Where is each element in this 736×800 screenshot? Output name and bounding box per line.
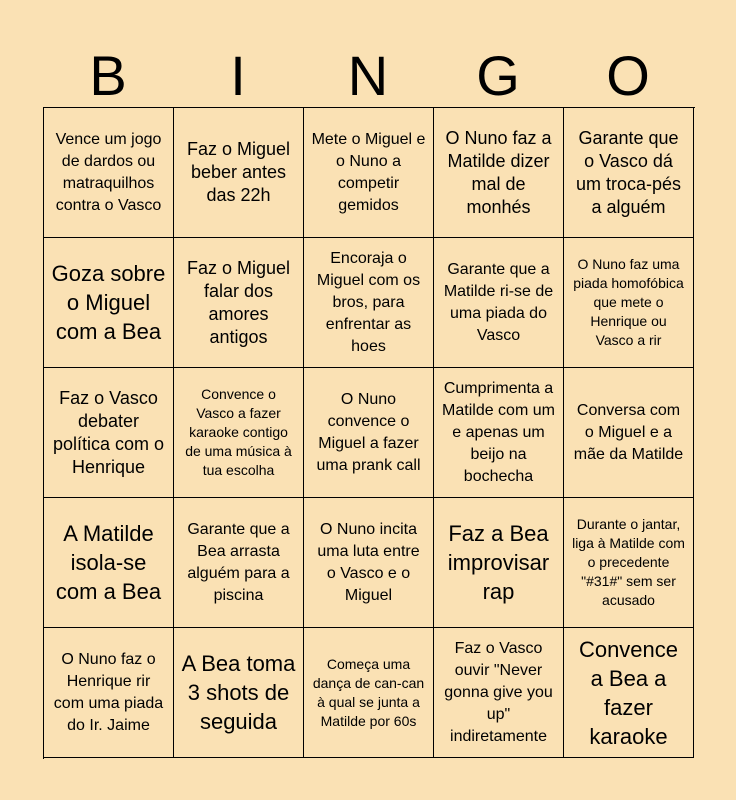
bingo-cell[interactable]: [434, 628, 564, 758]
bingo-cell[interactable]: [304, 238, 434, 368]
bingo-cell[interactable]: [174, 498, 304, 628]
bingo-cell[interactable]: [44, 368, 174, 498]
cell-text: O Nuno convence o Miguel a fazer uma prank call: [316, 390, 421, 474]
bingo-cell[interactable]: [434, 498, 564, 628]
bingo-cell[interactable]: [434, 368, 564, 498]
cell-text: Garante que o Vasco dá um troca-pés a alguém: [575, 127, 682, 217]
bingo-cell[interactable]: [44, 108, 174, 238]
cell-text: A Bea toma 3 shots de seguida: [181, 651, 296, 734]
cell-text: Faz o Miguel beber antes das 22h: [186, 139, 291, 205]
cell-text: O Nuno faz o Henrique rir com uma piada do Ir. Jaime: [53, 650, 164, 734]
bingo-cell[interactable]: [434, 108, 564, 238]
cell-text: Faz o Vasco ouvir "Never gonna give you up" indiretamente: [444, 639, 553, 745]
cell-text: Conversa com o Miguel e a mãe da Matilde: [573, 401, 684, 463]
cell-text: O Nuno incita uma luta entre o Vasco e o Miguel: [317, 520, 420, 604]
bingo-cell[interactable]: [174, 368, 304, 498]
header-letter-g: G: [476, 44, 520, 107]
cell-text: Encoraja o Miguel com os bros, para enfrentar as hoes: [316, 249, 421, 355]
cell-text: Faz o Vasco debater política com o Henrique: [52, 387, 165, 477]
cell-text: Faz o Miguel falar dos amores antigos: [186, 257, 291, 347]
bingo-cell[interactable]: [434, 238, 564, 368]
cell-text: Convence o Vasco a fazer karaoke contigo de uma música à tua escolha: [185, 386, 292, 478]
header-letter-o: O: [606, 44, 650, 107]
bingo-cell[interactable]: [44, 238, 174, 368]
bingo-cell[interactable]: [44, 628, 174, 758]
cell-text: Durante o jantar, liga à Matilde com o precedente "#31#" sem ser acusado: [572, 516, 685, 608]
cell-text: Começa uma dança de can-can à qual se junta a Matilde por 60s: [312, 655, 425, 729]
bingo-cell[interactable]: [564, 628, 694, 758]
cell-text: Garante que a Bea arrasta alguém para a piscina: [187, 520, 290, 604]
bingo-cell[interactable]: [44, 498, 174, 628]
cell-text: Goza sobre o Miguel com a Bea: [51, 261, 166, 344]
cell-text: Garante que a Matilde ri-se de uma piada do Vasco: [443, 260, 554, 344]
cell-text: O Nuno faz uma piada homofóbica que mete o Henrique ou Vasco a rir: [573, 256, 684, 348]
cell-text: A Matilde isola-se com a Bea: [55, 521, 162, 604]
cell-text: Convence a Bea a fazer karaoke: [578, 636, 679, 749]
cell-text: Vence um jogo de dardos ou matraquilhos contra o Vasco: [55, 130, 162, 214]
header-letter-n: N: [347, 44, 389, 107]
bingo-cell[interactable]: [304, 368, 434, 498]
bingo-header: [43, 44, 693, 108]
bingo-cell[interactable]: [304, 498, 434, 628]
bingo-cell[interactable]: [174, 628, 304, 758]
bingo-cell[interactable]: [304, 108, 434, 238]
cell-text: O Nuno faz a Matilde dizer mal de monhés: [445, 127, 552, 217]
bingo-cell[interactable]: [564, 108, 694, 238]
cell-text: Cumprimenta a Matilde com um e apenas um beijo na bochecha: [442, 379, 555, 485]
bingo-cell[interactable]: [564, 368, 694, 498]
bingo-cell[interactable]: [174, 108, 304, 238]
cell-text: Faz a Bea improvisar rap: [447, 521, 550, 604]
bingo-cell[interactable]: [564, 498, 694, 628]
cell-text: Mete o Miguel e o Nuno a competir gemidos: [311, 130, 426, 214]
bingo-grid: [43, 107, 695, 759]
bingo-cell[interactable]: [174, 238, 304, 368]
bingo-cell[interactable]: [564, 238, 694, 368]
header-letter-i: I: [230, 44, 246, 107]
header-letter-b: B: [89, 44, 127, 107]
bingo-cell[interactable]: [304, 628, 434, 758]
